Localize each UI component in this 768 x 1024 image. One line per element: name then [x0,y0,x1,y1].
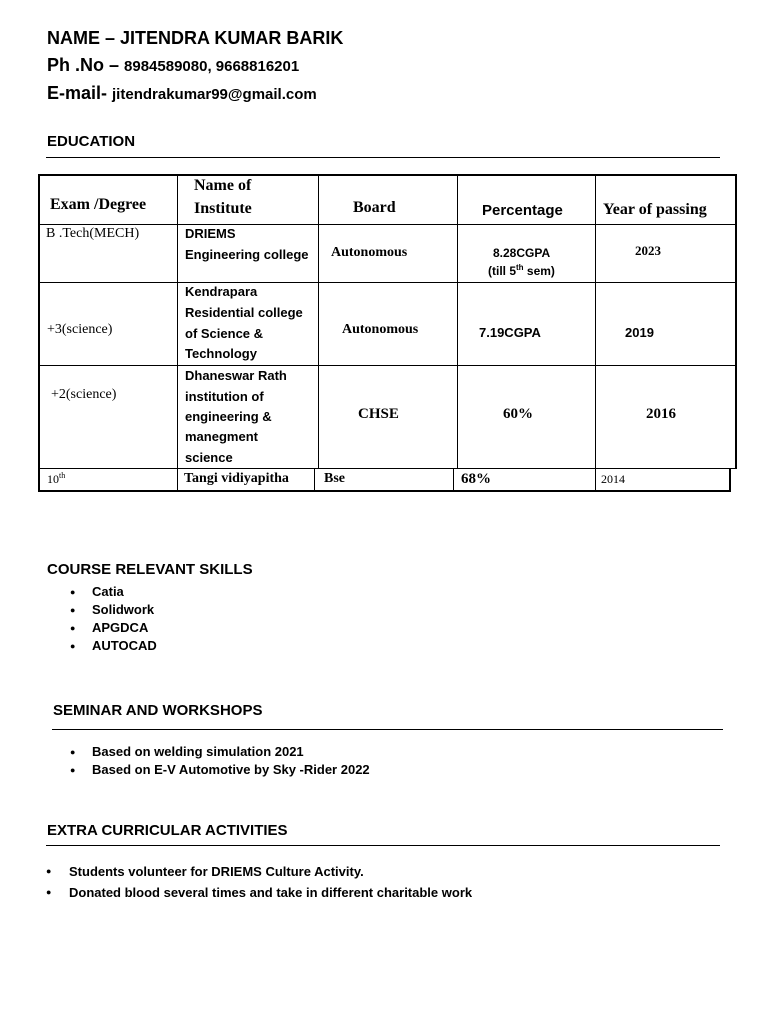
seminars-rule [52,729,723,730]
extra-title: EXTRA CURRICULAR ACTIVITIES [47,822,288,839]
table-col-line-2 [318,174,319,468]
row3-institute-2: institution of [185,389,264,404]
row2-year: 2019 [625,325,654,340]
email-label: E-mail- [47,83,113,103]
header-year: Year of passing [603,201,707,218]
row1-exam: B .Tech(MECH) [46,226,140,241]
row4-percentage: 68% [461,471,491,487]
row3-institute-5: science [185,450,233,465]
row1-institute-1: DRIEMS [185,226,236,241]
header-institute-2: Institute [194,200,252,217]
table-line-row3 [38,365,737,366]
list-item: ● Catia [46,583,157,601]
name-label: NAME – [47,28,121,48]
email-line [47,83,317,104]
row1-board: Autonomous [331,245,408,260]
row2-institute-1: Kendrapara [185,284,258,299]
row2-percentage: 7.19CGPA [479,325,541,340]
row4-institute: Tangi vidiyapitha [184,471,289,486]
row1-institute-2: Engineering college [185,247,309,262]
education-rule [46,157,720,158]
row2-institute-3: of Science & [185,326,264,341]
list-item: ● AUTOCAD [46,637,157,655]
list-item: ● Solidwork [46,601,157,619]
table-border-left [38,174,40,492]
list-item: ● Donated blood several times and take in different charitable work [46,882,472,903]
row3-institute-4: manegment [185,429,258,444]
row1-year: 2023 [635,243,661,258]
row3-exam: +2(science) [51,387,117,402]
row2-institute-4: Technology [185,346,257,361]
phone-value: 8984589080, 9668816201 [124,58,300,75]
row3-institute-1: Dhaneswar Rath [185,368,287,383]
seminars-title: SEMINAR AND WORKSHOPS [53,702,263,719]
phone-line [47,55,299,76]
table-col-line-4 [595,174,596,491]
name-line [47,28,343,49]
education-title: EDUCATION [47,133,136,150]
row1-percentage: 8.28CGPA [493,246,551,260]
extra-list [46,861,472,903]
list-item: ● Based on welding simulation 2021 [46,743,370,761]
table-line-row1 [38,224,737,225]
row3-year: 2016 [646,406,676,422]
table-border-bottom [38,490,731,492]
row1-percentage-note: (till 5th sem) [488,263,555,278]
list-item: ● Students volunteer for DRIEMS Culture Activity. [46,861,472,882]
table-col-line-2b [314,468,315,491]
row3-board: CHSE [358,406,399,422]
row3-percentage: 60% [503,406,533,422]
row2-institute-2: Residential college [185,305,303,320]
table-col-line-3 [457,174,458,468]
table-line-row2 [38,282,737,283]
phone-label: Ph .No – [47,55,125,75]
list-item: ● APGDCA [46,619,157,637]
row4-year: 2014 [601,472,625,486]
skills-title: COURSE RELEVANT SKILLS [47,561,253,578]
seminars-list [46,743,370,779]
row4-board: Bse [324,471,345,486]
list-item: ● Based on E-V Automotive by Sky -Rider 2022 [46,761,370,779]
table-line-row4 [38,468,737,469]
table-col-line-1 [177,174,178,491]
row3-institute-3: engineering & [185,409,272,424]
table-border-top [38,174,737,176]
email-value: jitendrakumar99@gmail.com [112,86,317,103]
extra-rule [46,845,720,846]
table-border-right-last [729,468,731,492]
header-exam: Exam /Degree [50,196,147,213]
table-border-right [735,174,737,469]
row2-exam: +3(science) [47,322,113,337]
header-percentage: Percentage [482,202,563,219]
row2-board: Autonomous [342,322,419,337]
skills-list [46,583,157,655]
name-value: JITENDRA KUMAR BARIK [120,28,344,48]
table-col-line-3b [453,468,454,491]
header-institute-1: Name of [194,177,252,194]
header-board: Board [353,199,396,216]
row4-exam: 10th [47,471,66,486]
